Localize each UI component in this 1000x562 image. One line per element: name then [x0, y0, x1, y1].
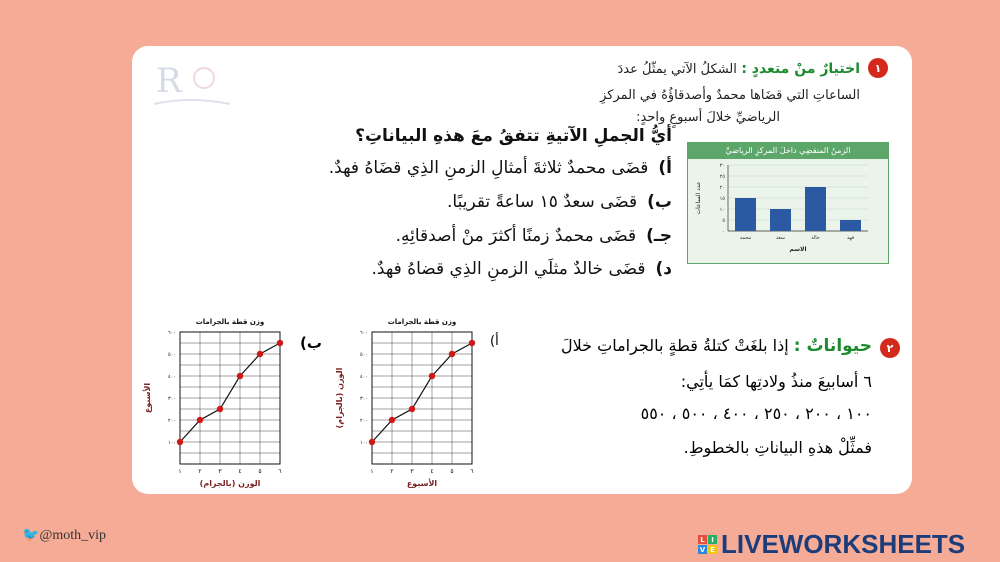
- hours-chart-plot: [688, 159, 888, 263]
- question-2-line-4: فمثِّلْ هذهِ البياناتِ بالخطوطِ.: [683, 438, 872, 457]
- option-c-text: قضَى محمدٌ زمنًا أكثرَ منْ أصدقائِهِ.: [395, 226, 637, 246]
- question-1-intro-line-3: الرياضيِّ خلالَ أسبوعٍ واحدٍ:: [636, 110, 780, 125]
- line-point-2: [217, 406, 223, 412]
- line-graph-a: [324, 312, 494, 492]
- line-point-4: [257, 351, 263, 357]
- svg-text:R: R: [156, 61, 182, 101]
- liveworksheets-logo-icon: [698, 535, 717, 554]
- line-ytick-label: ٣٠٠: [167, 396, 176, 402]
- logo-letter-v: V: [699, 545, 706, 554]
- option-a-text: قضَى محمدٌ ثلاثةَ أمثالِ الزمنِ الذِي قضَاهُ فهدٌ.: [328, 158, 649, 178]
- line-xtick-label: ٥: [450, 468, 454, 475]
- line-graph-b: [132, 312, 302, 492]
- line-point-0: [177, 439, 183, 445]
- line-xlabel: الأسبوع: [406, 479, 438, 488]
- option-d-letter: د): [655, 259, 672, 279]
- question-1-intro-line-2: الساعاتِ التي قضَاها محمدٌ وأصدقاؤُهُ في المركزِ: [600, 88, 860, 103]
- line-series: [372, 343, 472, 442]
- question-1-badge: ١: [868, 58, 888, 78]
- line-xtick-label: ٦: [278, 468, 282, 475]
- line-ytick-label: ٥٠٠: [167, 352, 176, 358]
- bar-1: [770, 209, 791, 231]
- question-1-prompt: أيُّ الجملِ الآتيةِ تتفقُ معَ هذهِ البياناتِ؟: [355, 126, 672, 146]
- question-2-heading: حيواناتٌ :: [793, 336, 872, 356]
- option-b[interactable]: [447, 192, 672, 212]
- question-2-line-3: ١٠٠ ، ٢٠٠ ، ٢٥٠ ، ٤٠٠ ، ٥٠٠ ، ٥٥٠: [640, 404, 872, 423]
- worksheet-card: [132, 46, 912, 494]
- option-a[interactable]: [329, 158, 672, 178]
- line-ytick-label: ٣٠٠: [359, 396, 368, 402]
- line-xtick-label: ٢: [390, 468, 394, 475]
- line-ytick-label: ٤٠٠: [167, 374, 176, 380]
- line-point-3: [237, 373, 243, 379]
- line-point-4: [449, 351, 455, 357]
- line-xlabel: الوزن (بالجرام): [199, 479, 261, 488]
- footer-handle-text: @moth_vip: [39, 528, 106, 543]
- bar-ytick-label: ١٥: [719, 196, 725, 202]
- watermark-logo-icon: [144, 56, 236, 116]
- liveworksheets-logo[interactable]: [698, 529, 965, 560]
- logo-letter-e: E: [708, 545, 717, 554]
- bar-3: [840, 220, 861, 231]
- bar-ytick-label: ٣٠: [719, 163, 725, 169]
- question-2-badge: ٢: [880, 338, 900, 358]
- line-point-5: [277, 340, 283, 346]
- line-ytick-label: ٢٠٠: [359, 418, 368, 424]
- line-graph-title: وزن قطة بالجرامات: [387, 318, 457, 326]
- line-point-5: [469, 340, 475, 346]
- line-ytick-label: ٦٠٠: [359, 330, 368, 336]
- line-ytick-label: ١٠٠: [359, 440, 368, 446]
- option-d-text: قضَى خالدٌ مثلَي الزمنِ الذِي قضاهُ فهدٌ.: [371, 259, 646, 279]
- option-c[interactable]: [396, 226, 672, 246]
- bar-xlabel: الاسم: [789, 246, 807, 253]
- bar-2: [805, 187, 826, 231]
- question-2-line-1: إذا بلغَتْ كتلةُ قطةٍ بالجراماتِ خلالَ: [560, 336, 789, 355]
- bar-category-label: سعد: [775, 235, 786, 241]
- line-xtick-label: ٤: [430, 468, 434, 475]
- line-xtick-label: ٤: [238, 468, 242, 475]
- line-point-1: [389, 417, 395, 423]
- line-ytick-label: ٦٠٠: [167, 330, 176, 336]
- hours-bar-chart: [687, 142, 889, 264]
- line-graph-title: وزن قطة بالجرامات: [195, 318, 265, 326]
- bar-ytick-label: ١٠: [719, 207, 725, 213]
- bar-ytick-label: ٠: [722, 229, 725, 235]
- option-b-text: قضَى سعدٌ ١٥ ساعةً تقريبًا.: [447, 192, 638, 212]
- option-a-letter: أ): [658, 158, 672, 178]
- bar-category-label: فهد: [846, 235, 855, 241]
- bar-category-label: خالد: [811, 235, 820, 241]
- line-point-0: [369, 439, 375, 445]
- question-1-heading-line: [618, 58, 860, 82]
- logo-letter-i: I: [708, 535, 717, 544]
- line-series: [180, 343, 280, 442]
- graph-a-label[interactable]: أ): [490, 334, 499, 349]
- line-xtick-label: ٥: [258, 468, 262, 475]
- liveworksheets-logo-text: LIVEWORKSHEETS: [721, 529, 966, 559]
- option-d[interactable]: [372, 259, 673, 279]
- option-c-letter: جـ): [646, 226, 672, 246]
- bar-ytick-label: ٢٠: [719, 185, 725, 191]
- line-ytick-label: ١٠٠: [167, 440, 176, 446]
- bar-ytick-label: ٢٥: [719, 174, 725, 180]
- line-xtick-label: ٢: [198, 468, 202, 475]
- question-1-intro-line-1: الشكلُ الآتي يمثّلُ عددَ: [617, 62, 737, 77]
- watermark-logo: [144, 56, 236, 116]
- hours-chart-title: الزمنُ المنقضِي داخلَ المركزِ الرياضيِّ: [688, 143, 888, 159]
- graph-b-label[interactable]: ب): [300, 334, 322, 352]
- bar-0: [735, 198, 756, 231]
- option-b-letter: ب): [647, 192, 672, 212]
- line-ytick-label: ٥٠٠: [359, 352, 368, 358]
- line-ylabel: الوزن (بالجرام): [335, 367, 344, 429]
- question-2-heading-line: [561, 336, 872, 356]
- line-xtick-label: ٣: [410, 468, 414, 475]
- line-point-1: [197, 417, 203, 423]
- bar-ylabel: عدد الساعات: [695, 181, 702, 215]
- line-xtick-label: ٣: [218, 468, 222, 475]
- line-ylabel: الأسبوع: [143, 382, 152, 414]
- twitter-bird-icon: 🐦: [22, 528, 40, 543]
- question-2-line-2: ٦ أسابيعَ منذُ ولادتِها كمَا يأتِي:: [680, 372, 872, 391]
- line-point-3: [429, 373, 435, 379]
- line-ytick-label: ٢٠٠: [167, 418, 176, 424]
- bar-ytick-label: ٥: [722, 218, 725, 224]
- bar-category-label: محمد: [739, 235, 752, 241]
- footer-handle[interactable]: [22, 527, 106, 544]
- logo-letter-l: L: [698, 535, 707, 544]
- line-point-2: [409, 406, 415, 412]
- line-xtick-label: ٦: [470, 468, 474, 475]
- line-xtick-label: ١: [178, 468, 182, 475]
- line-ytick-label: ٤٠٠: [359, 374, 368, 380]
- question-1-heading: اختيارٌ منْ متعددٍ :: [741, 61, 860, 77]
- line-xtick-label: ١: [370, 468, 374, 475]
